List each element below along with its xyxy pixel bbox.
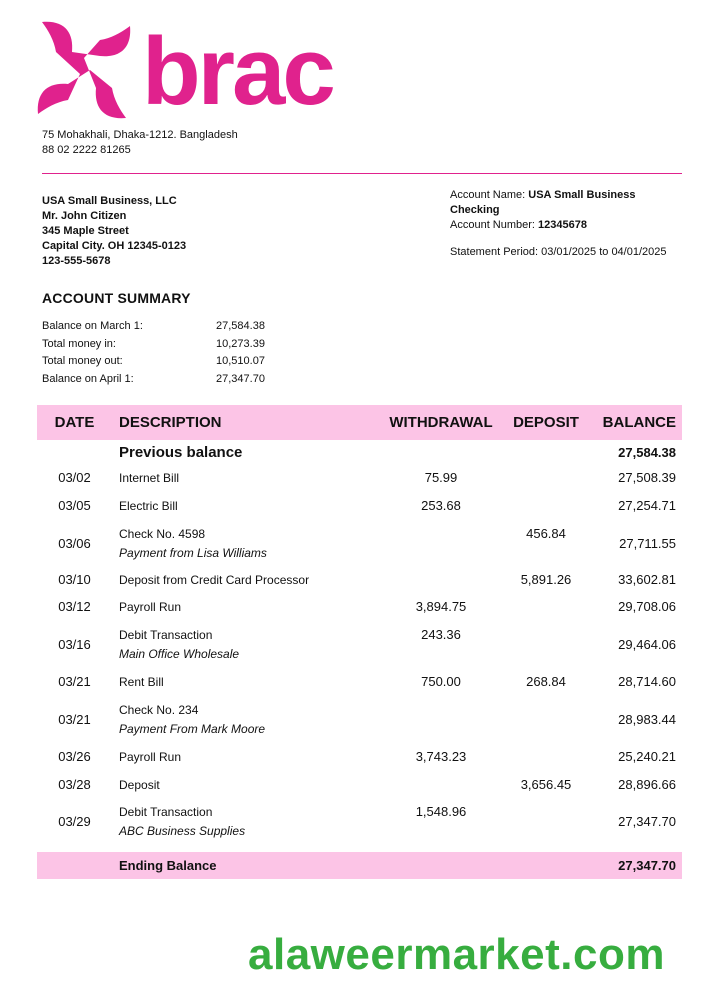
header-divider xyxy=(42,173,682,174)
summary-value: 27,347.70 xyxy=(216,372,265,385)
row-date: 03/10 xyxy=(58,572,91,587)
row-description-main: Electric Bill xyxy=(119,499,178,513)
account-number-label: Account Number: xyxy=(450,219,535,231)
row-description-sub: Payment from Lisa Williams xyxy=(119,546,267,560)
customer-contact: Mr. John Citizen xyxy=(42,210,127,222)
summary-label: Balance on March 1: xyxy=(42,320,143,332)
row-description-main: Debit Transaction xyxy=(119,805,213,819)
row-balance: 33,602.81 xyxy=(618,572,676,587)
row-description-main: Rent Bill xyxy=(119,675,164,689)
header-deposit: DEPOSIT xyxy=(513,414,579,431)
row-description xyxy=(119,804,399,838)
row-description xyxy=(119,572,399,587)
account-name-value: USA Small Business Checking xyxy=(450,189,636,216)
row-balance: 29,464.06 xyxy=(618,637,676,652)
row-date: 03/21 xyxy=(58,674,91,689)
row-description-main: Deposit from Credit Card Processor xyxy=(119,573,310,587)
row-description-sub: ABC Business Supplies xyxy=(119,824,246,838)
row-description xyxy=(119,627,399,661)
summary-row xyxy=(42,336,286,354)
previous-balance-value: 27,584.38 xyxy=(618,445,676,460)
row-deposit: 5,891.26 xyxy=(520,572,572,587)
summary-label: Balance on April 1: xyxy=(42,372,134,385)
row-balance: 29,708.06 xyxy=(618,599,676,614)
row-description xyxy=(119,599,399,614)
row-withdrawal: 243.36 xyxy=(421,627,461,642)
header-date: DATE xyxy=(54,414,95,431)
summary-title: ACCOUNT SUMMARY xyxy=(42,290,191,306)
previous-balance-label: Previous balance xyxy=(119,444,243,461)
watermark-text: alaweermarket.com xyxy=(248,930,665,979)
row-deposit: 268.84 xyxy=(526,674,566,689)
summary-label: Total money out: xyxy=(42,355,123,367)
row-description xyxy=(119,674,399,689)
account-summary xyxy=(42,318,286,388)
header-description: DESCRIPTION xyxy=(119,414,222,431)
transactions-header xyxy=(37,405,682,440)
customer-address-block xyxy=(42,194,186,269)
header-withdrawal: WITHDRAWAL xyxy=(389,414,493,431)
summary-row xyxy=(42,371,286,389)
account-number xyxy=(450,218,680,233)
row-date: 03/21 xyxy=(58,712,91,727)
row-withdrawal: 253.68 xyxy=(421,498,461,513)
row-date: 03/05 xyxy=(58,498,91,513)
row-date: 03/02 xyxy=(58,470,91,485)
row-date: 03/16 xyxy=(58,637,91,652)
customer-city: Capital City. OH 12345-0123 xyxy=(42,240,187,252)
summary-row xyxy=(42,353,286,371)
svg-text:brac: brac xyxy=(142,18,333,125)
row-withdrawal: 3,743.23 xyxy=(415,749,467,764)
bank-phone: 88 02 2222 81265 xyxy=(42,144,131,156)
row-withdrawal: 75.99 xyxy=(424,470,458,485)
row-balance: 28,896.66 xyxy=(618,777,676,792)
row-date: 03/29 xyxy=(58,814,91,829)
row-balance: 25,240.21 xyxy=(618,749,676,764)
row-description-sub: Main Office Wholesale xyxy=(119,647,240,661)
row-description-main: Internet Bill xyxy=(119,471,180,485)
bank-address-line: 75 Mohakhali, Dhaka-1212. Bangladesh xyxy=(42,129,238,141)
row-balance: 27,347.70 xyxy=(618,814,676,829)
ending-balance-value: 27,347.70 xyxy=(618,858,676,873)
row-description xyxy=(119,749,399,764)
row-deposit: 456.84 xyxy=(526,526,566,541)
summary-label: Total money in: xyxy=(42,337,116,350)
row-withdrawal: 1,548.96 xyxy=(415,804,467,819)
row-description-main: Check No. 4598 xyxy=(119,527,206,541)
account-name-label: Account Name: xyxy=(450,189,526,201)
statement-period: Statement Period: 03/01/2025 to 04/01/2025 xyxy=(450,246,667,258)
account-number-value: 12345678 xyxy=(538,219,587,231)
customer-phone: 123-555-5678 xyxy=(42,255,111,267)
row-withdrawal: 750.00 xyxy=(421,674,461,689)
brac-logo-mark xyxy=(34,18,334,126)
ending-balance-row xyxy=(37,852,682,879)
bank-address xyxy=(42,128,238,158)
row-description-main: Payroll Run xyxy=(119,600,182,614)
row-description xyxy=(119,498,399,513)
account-name xyxy=(450,188,680,218)
row-date: 03/12 xyxy=(58,599,91,614)
row-balance: 28,983.44 xyxy=(618,712,676,727)
row-description-sub: Payment From Mark Moore xyxy=(119,722,266,736)
account-info-block xyxy=(450,188,680,260)
summary-value: 10,510.07 xyxy=(216,355,265,367)
row-balance: 27,508.39 xyxy=(618,470,676,485)
customer-company: USA Small Business, LLC xyxy=(42,195,177,207)
summary-value: 10,273.39 xyxy=(216,337,265,350)
summary-row xyxy=(42,318,286,336)
brac-logo xyxy=(34,18,334,126)
row-date: 03/28 xyxy=(58,777,91,792)
row-description xyxy=(119,470,399,485)
row-description-main: Payroll Run xyxy=(119,750,182,764)
row-balance: 27,254.71 xyxy=(618,498,676,513)
row-date: 03/06 xyxy=(58,536,91,551)
customer-street: 345 Maple Street xyxy=(42,225,129,237)
row-balance: 27,711.55 xyxy=(619,536,676,551)
ending-balance-label: Ending Balance xyxy=(119,858,217,873)
row-balance: 28,714.60 xyxy=(618,674,676,689)
row-description-main: Check No. 234 xyxy=(119,703,199,717)
row-date: 03/26 xyxy=(58,749,91,764)
row-withdrawal: 3,894.75 xyxy=(415,599,467,614)
row-description-main: Deposit xyxy=(119,778,160,792)
row-description-main: Debit Transaction xyxy=(119,628,213,642)
summary-value: 27,584.38 xyxy=(216,320,265,332)
row-description xyxy=(119,777,399,792)
row-deposit: 3,656.45 xyxy=(520,777,572,792)
row-description xyxy=(119,702,399,736)
row-description xyxy=(119,526,399,560)
header-balance: BALANCE xyxy=(602,414,676,431)
